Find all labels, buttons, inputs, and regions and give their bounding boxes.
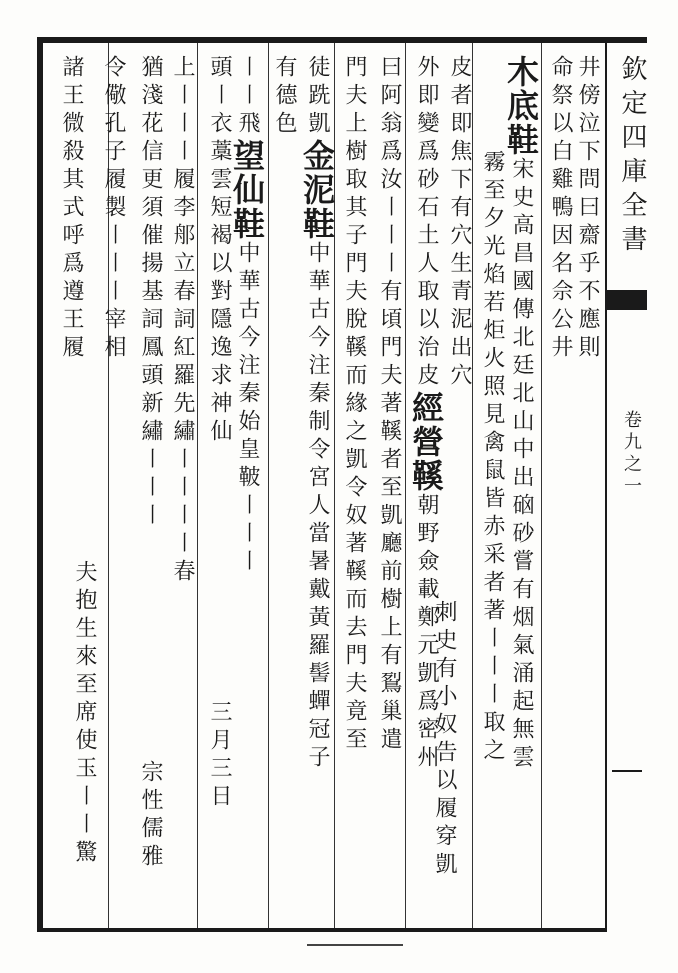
margin-volume-label: 卷九之一 (621, 410, 642, 498)
text-column: 宗性儒雅 (138, 760, 163, 872)
text-column: 刺史有小奴告以履穿凱 (432, 600, 457, 880)
text-column: 木底鞋宋史高昌國傳北廷北山中出硇砂嘗有烟氣涌起無雲 (502, 55, 540, 773)
text-column: 霧至夕光焰若炬火照見禽鼠皆赤采者著〡〡〡取之 (480, 150, 505, 766)
text-column: 頭〡衣藁雲短褐以對隱逸求神仙 (207, 55, 232, 447)
text-column: 外即變爲砂石土人取以治皮經營鞵朝野僉載鄭元凱爲密州 (407, 55, 445, 773)
page-border-left (37, 37, 43, 932)
text-column: 徒跣凱金泥鞋中華古今注秦制令宮人當暑戴黃羅髻蟬冠子 (298, 55, 336, 773)
text-column: 諸王微殺其式呼爲遵王履 (59, 55, 84, 363)
text-column: 三月三日 (207, 700, 232, 812)
text-column: 命祭以白雞鴨因名佘公井 (548, 55, 573, 363)
entry-heading: 經營鞵 (407, 391, 445, 493)
column-rule (197, 43, 198, 928)
column-rule (405, 43, 406, 928)
text-column: 皮者即焦下有穴生青泥出穴 (447, 55, 472, 391)
text-column: 井傍泣下問曰齋乎不應則 (575, 55, 600, 363)
text-column: 曰阿翁爲汝〡〡〡有頃門夫著鞵者至凱廳前樹上有鴷巢遣 (377, 55, 402, 755)
text-column: 〡〡飛望仙鞋中華古今注秦始皇鞁〡〡〡 (228, 55, 266, 577)
page-border-bottom (37, 928, 607, 932)
column-rule (541, 43, 542, 928)
page-border-top (37, 37, 647, 43)
text-column: 夫抱生來至席使玉〡〡驚 (72, 560, 97, 868)
text-column: 猶淺花信更須催揚基詞鳳頭新繡〡〡〡 (138, 55, 163, 531)
text-column: 有德色 (272, 55, 297, 139)
page-border-right (605, 43, 607, 932)
margin-rule (612, 770, 642, 772)
entry-heading: 木底鞋 (502, 55, 540, 157)
text-column: 門夫上樹取其子門夫脫鞵而緣之凱令奴著鞵而去門夫竟至 (342, 55, 367, 755)
text-column: 令儆孔子履製〡〡〡宰相 (101, 55, 126, 363)
footer-rule (307, 944, 403, 946)
column-rule (268, 43, 269, 928)
margin-book-title: 欽定四庫全書 (617, 55, 647, 259)
text-column: 上〡〡〡履李郍立春詞紅羅先繡〡〡〡〡春 (170, 55, 195, 587)
fish-tail-mark (607, 290, 647, 310)
entry-heading: 金泥鞋 (298, 139, 336, 241)
entry-heading: 望仙鞋 (228, 139, 266, 241)
